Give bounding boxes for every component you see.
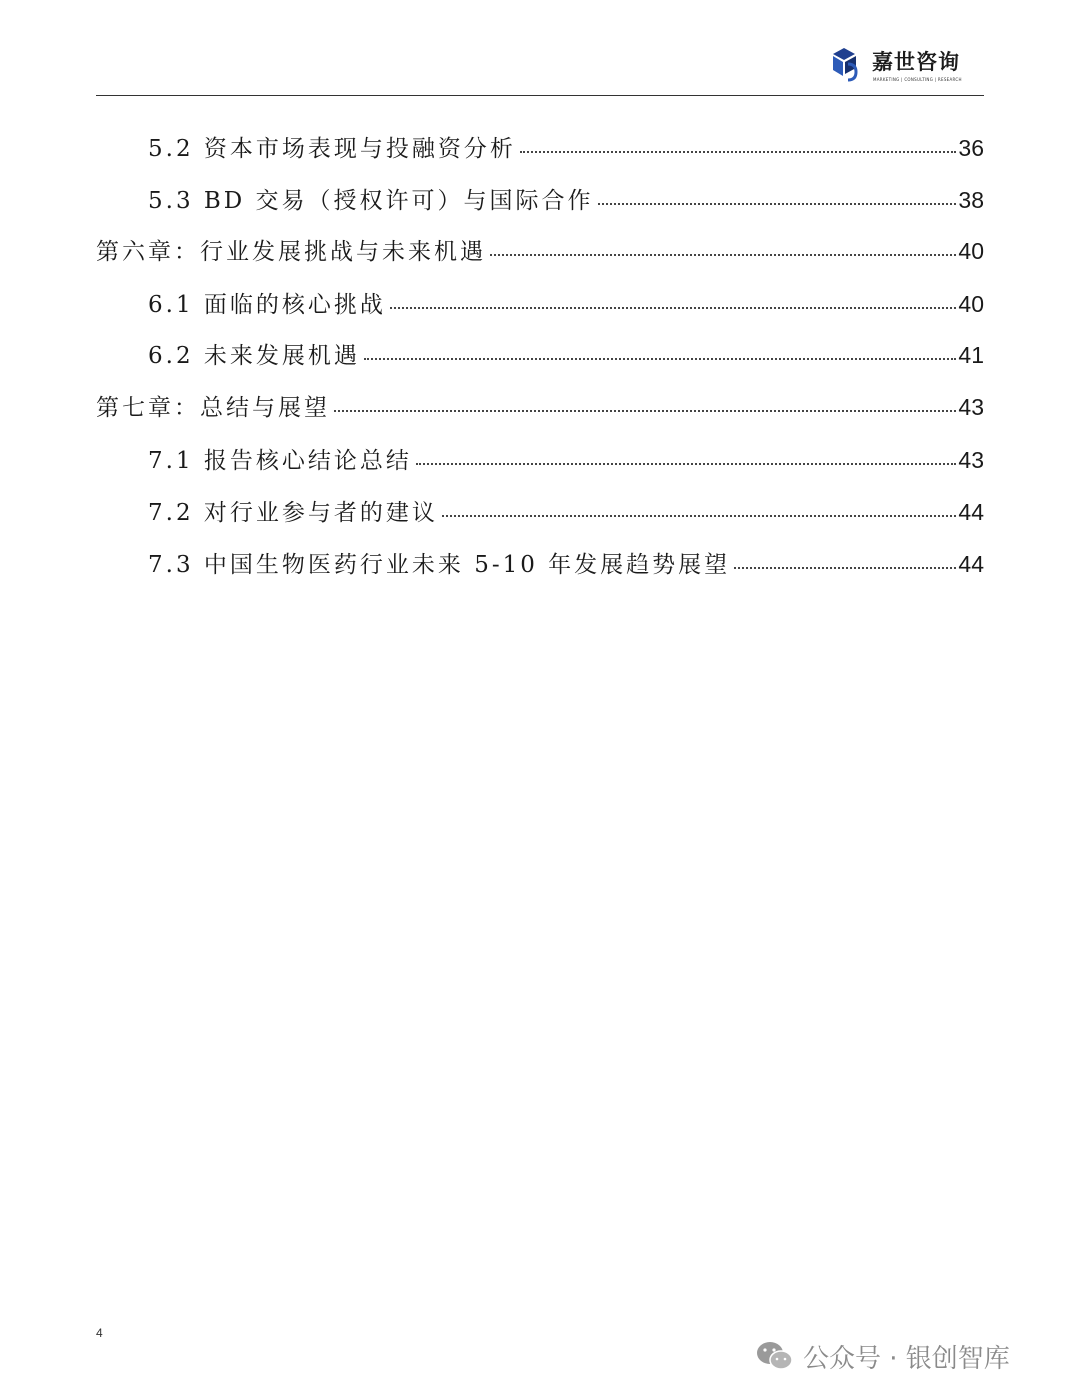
toc-entry-page: 43 — [958, 394, 984, 420]
toc-entry-title: 7.1 报告核心结论总结 — [148, 448, 412, 474]
logo-name: 嘉世咨询 — [872, 50, 960, 74]
watermark-text: 公众号 · 银创智库 — [803, 1343, 1010, 1374]
logo-tagline: MARKETING | CONSULTING | RESEARCH — [873, 77, 962, 82]
header-divider — [96, 95, 984, 96]
toc-entry-5-3[interactable] — [148, 180, 984, 220]
toc-leader-dots — [490, 254, 956, 256]
toc-entry-5-2[interactable] — [148, 128, 984, 168]
toc-entry-page: 40 — [958, 238, 984, 264]
header-logo — [830, 44, 990, 86]
toc-leader-dots — [520, 151, 957, 153]
toc-entry-title: 5.3 BD 交易（授权许可）与国际合作 — [148, 188, 594, 214]
toc-entry-6-2[interactable] — [148, 335, 984, 375]
toc-entry-title: 7.3 中国生物医药行业未来 5-10 年发展趋势展望 — [148, 552, 731, 578]
page-number: 4 — [96, 1326, 103, 1340]
toc-entry-title: 5.2 资本市场表现与投融资分析 — [148, 136, 516, 162]
toc-entry-7-2[interactable] — [148, 492, 984, 532]
toc-leader-dots — [442, 515, 957, 517]
toc-leader-dots — [364, 358, 957, 360]
toc-entry-page: 44 — [958, 551, 984, 577]
toc-entry-page: 38 — [958, 187, 984, 213]
toc-entry-title: 第六章：行业发展挑战与未来机遇 — [96, 239, 486, 265]
toc-entry-7-3[interactable] — [148, 544, 984, 584]
toc-entry-title: 第七章：总结与展望 — [96, 395, 330, 421]
toc-entry-6-1[interactable] — [148, 284, 984, 324]
toc-entry-title: 7.2 对行业参与者的建议 — [148, 500, 438, 526]
toc-entry-page: 44 — [958, 499, 984, 525]
toc-leader-dots — [334, 410, 956, 412]
toc-entry-page: 41 — [958, 342, 984, 368]
toc-leader-dots — [390, 307, 957, 309]
toc-leader-dots — [416, 463, 957, 465]
toc-entry-page: 40 — [958, 291, 984, 317]
toc-entry-chapter-7[interactable] — [96, 387, 984, 427]
watermark — [755, 1338, 1010, 1374]
toc-entry-title: 6.1 面临的核心挑战 — [148, 292, 386, 318]
toc-entry-page: 36 — [958, 135, 984, 161]
toc-leader-dots — [734, 567, 956, 569]
toc-entry-page: 43 — [958, 447, 984, 473]
jiashi-logo-icon — [830, 46, 862, 82]
toc-entry-chapter-6[interactable] — [96, 231, 984, 271]
toc-entry-title: 6.2 未来发展机遇 — [148, 343, 360, 369]
toc-leader-dots — [598, 203, 957, 205]
toc-entry-7-1[interactable] — [148, 440, 984, 480]
wechat-icon — [755, 1340, 795, 1372]
